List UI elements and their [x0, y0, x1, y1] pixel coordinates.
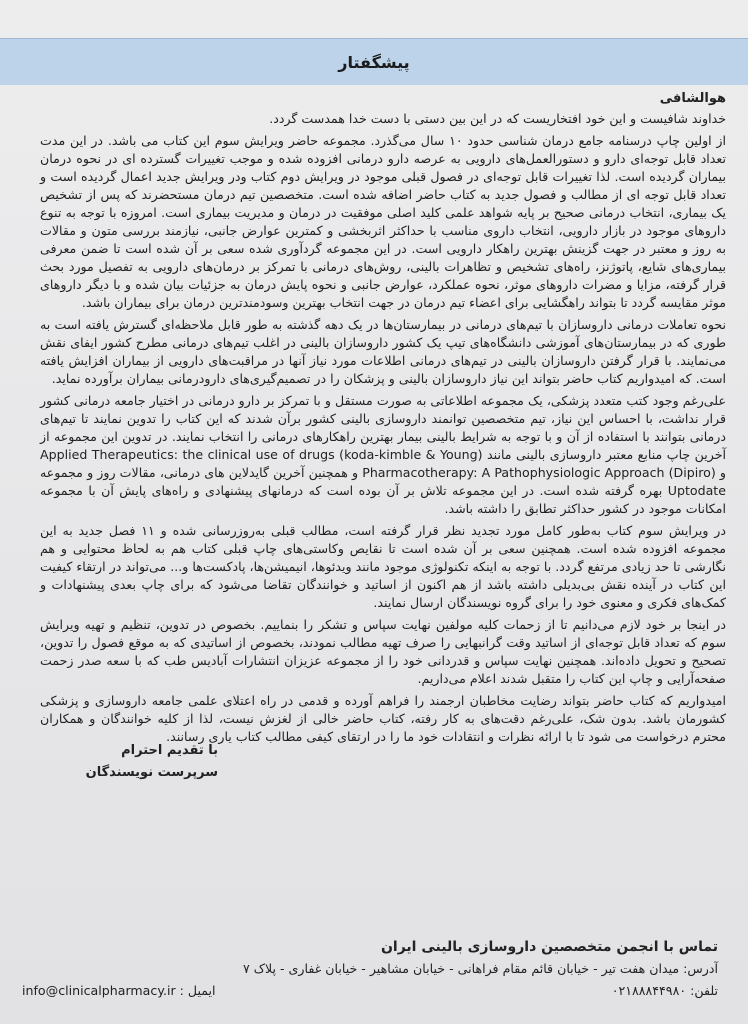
contact-phone: تلفن: ۰۲۱۸۸۸۴۴۹۸۰: [611, 983, 718, 998]
contact-block: [22, 936, 718, 1002]
signature-block: [38, 740, 218, 784]
contact-row: [22, 980, 718, 1002]
contact-email-label: ایمیل :: [179, 983, 216, 998]
contact-address: آدرس: میدان هفت تیر - خیابان قائم مقام فراهانی - خیابان مشاهیر - خیابان غفاری - پلاک ۷: [242, 961, 718, 976]
preface-paragraph: نحوه تعاملات درمانی داروسازان با تیم‌های درمانی در بیمارستان‌ها در یک دهه گذشته به طور قابل ملاحظه‌ای گسترش یافته است به طوری که در بیمارستان‌های آموزشی دانشگاه‌های تیپ یک کشور داروسازان بالینی در اغلب تیم‌های درمانی مطرح کشور ایفای نقش می‌نمایند. با قرار گرفتن داروسازان بالینی در تیم‌های درمانی اطلاعات مورد نیاز آنها در مراقبت‌های دارویی از بیماران افزایش یافته است. که امیدواریم کتاب حاضر بتواند این نیاز داروسازان بالینی و پزشکان را در تصمیم‌گیری‌های دارودرمانی بیماران برآورده نماید.: [40, 317, 726, 386]
contact-title: تماس با انجمن متخصصین داروسازی بالینی ایران: [380, 939, 718, 955]
preface-paragraph: در اینجا بر خود لازم می‌دانیم تا از زحمات کلیه مولفین نهایت سپاس و تشکر را بنماییم. بخصوص در تدوین، تنظیم و تهیه ویرایش سوم که تعداد قابل توجه‌ای از اساتید وقت گرانبهایی را صرف تهیه مطالب نمودند، بخصوص از اساتیدی که به موقع فصول را تدوین، تصحیح و تحویل داده‌اند. همچنین نهایت سپاس و قدردانی خود را از مجموعه عزیزان انتشارات آبادیس طب که با سعه صدر زحمت صفحه‌آرایی و چاپ این کتاب را متقبل شدند اعلام می‌داریم.: [40, 617, 726, 686]
signature-role: سرپرست نویسندگان: [85, 765, 218, 780]
signature-greeting: با تقدیم احترام: [121, 743, 218, 758]
preface-paragraph: از اولین چاپ درسنامه جامع درمان شناسی حدود ۱۰ سال می‌گذرد. مجموعه حاضر ویرایش سوم این کتاب می باشد. در این مدت تعداد قابل توجه‌ای دارو و دستورالعمل‌های دارویی به عرصه دارو درمانی افزوده شده و موجب تغییرات گسترده ای در نحوه درمان بیماران گردیده است. لذا تغییرات قابل توجه‌ای در فصول قبلی موجود در ویرایش دوم کتاب ودر ویرایش جدید اعمال گردیده است و تعداد قابل توجه ای از مطالب و فصول جدید به کتاب حاضر اضافه شده است. متخصصین تیم درمان مستحضرند که پس از تشخیص یک بیماری، انتخاب درمانی صحیح بر پایه شواهد علمی کلید اصلی موفقیت در درمان و مدیریت بیماری است. امروزه با توجه به تنوع داروهای موجود در بازار دارویی، انتخاب داروی مناسب با حداکثر اثربخشی و کمترین عوارض جانبی، نیازمند بررسی متون و مقالات به روز و معتبر در جهت گزینش بهترین راهکار دارویی است. در این مجموعه گردآوری شده سعی بر آن شده است تا ضمن معرفی بیماری‌های شایع، پاتوژنز، راه‌های تشخیص و تظاهرات بالینی، روش‌های درمانی با تمرکز بر درمان‌های دارویی به تفصیل مورد بحث قرار گرفته، مزایا و مضرات داروهای موثر، نحوه عملکرد، عوارض جانبی و نحوه پایش درمان به جزئیات بیان شده و با دیگر داروهای موثر مقایسه گردد تا بتواند راهگشایی برای اعضاء تیم درمان در جهت انتخاب بهترین وسودمندترین درمان برای بیماران باشد.: [40, 133, 727, 310]
section-title: پیشگفتار: [338, 52, 410, 72]
preface-paragraph: علی‌رغم وجود کتب متعدد پزشکی، یک مجموعه اطلاعاتی به صورت مستقل و با تمرکز بر دارو درمانی در اختیار جامعه درمانی کشور قرار نداشت، با احساس این نیاز، تیم متخصصین توانمند داروسازی بالینی کشور برآن شدند که این کتاب را تدوین نمایند تا تیم‌های درمانی بتوانند با استفاده از آن و با توجه به شرایط بالینی بیمار بهترین راهکارهای درمانی را انتخاب نمایند. در تدوین این مجموعه از آخرین چاپ منابع معتبر داروسازی بالینی مانند Applied Therapeutics: the clinical use of drugs (koda-kimble & Young) و Pharmacotherapy: A Pathophysiologic Approach (Dipiro) و همچنین آخرین گایدلاین های درمانی، مقالات روز و مجموعه Uptodate بهره گرفته شده است. در این مجموعه تلاش بر آن بوده است که درمانهای پیشنهادی و راه‌های پایش آن با مجموعه امکانات موجود در کشور حداکثر تطابق را داشته باشد.: [40, 393, 726, 516]
contact-email[interactable]: info@clinicalpharmacy.ir: [22, 983, 176, 998]
section-header: [0, 38, 748, 85]
contact-email-group: [22, 980, 216, 1002]
preface-body: [40, 90, 726, 750]
preface-paragraph: در ویرایش سوم کتاب به‌طور کامل مورد تجدید نظر قرار گرفته است، مطالب قبلی به‌روزرسانی شده و ۱۱ فصل جدید به این مجموعه افزوده شده است. همچنین سعی بر آن شده است تا نقایص وکاستی‌های چاپ قبلی کتاب هم به لحاظ محتوایی و هم نگارشی تا حد زیادی مرتفع گردد. با توجه به اینکه تکنولوژی موجود مانند ویدئوها، انیمیشن‌ها، پادکست‌ها و... می‌تواند در ارتقاء کیفیت این کتاب در آینده نقش بی‌بدیلی داشته باشد از هم اکنون از اساتید و خوانندگان تقاضا می‌شود که برای چاپ بعدی پیشنهادات و کمک‌های فکری و معنوی خود را برای گروه نویسندگان ارسال نمایند.: [40, 523, 726, 610]
preface-paragraph: خداوند شافیست و این خود افتخاریست که در این بین دستی با دست خدا همدست گردد.: [269, 111, 726, 126]
preface-paragraph: امیدواریم که کتاب حاضر بتواند رضایت مخاطبان ارجمند را فراهم آورده و قدمی در راه اعتلای علمی جامعه داروسازی و پزشکی کشورمان باشد. بدون شک، علی‌رغم دقت‌های به کار رفته، کتاب حاضر خالی از لغزش نیست، لذا از کلیه خوانندگان و همکاران محترم درخواست می شود تا با ارائه نظرات و انتقادات خود ما را در ارتقای کیفی مطالب کتاب یاری رسانند.: [40, 693, 726, 744]
salutation: هوالشافی: [659, 91, 726, 106]
